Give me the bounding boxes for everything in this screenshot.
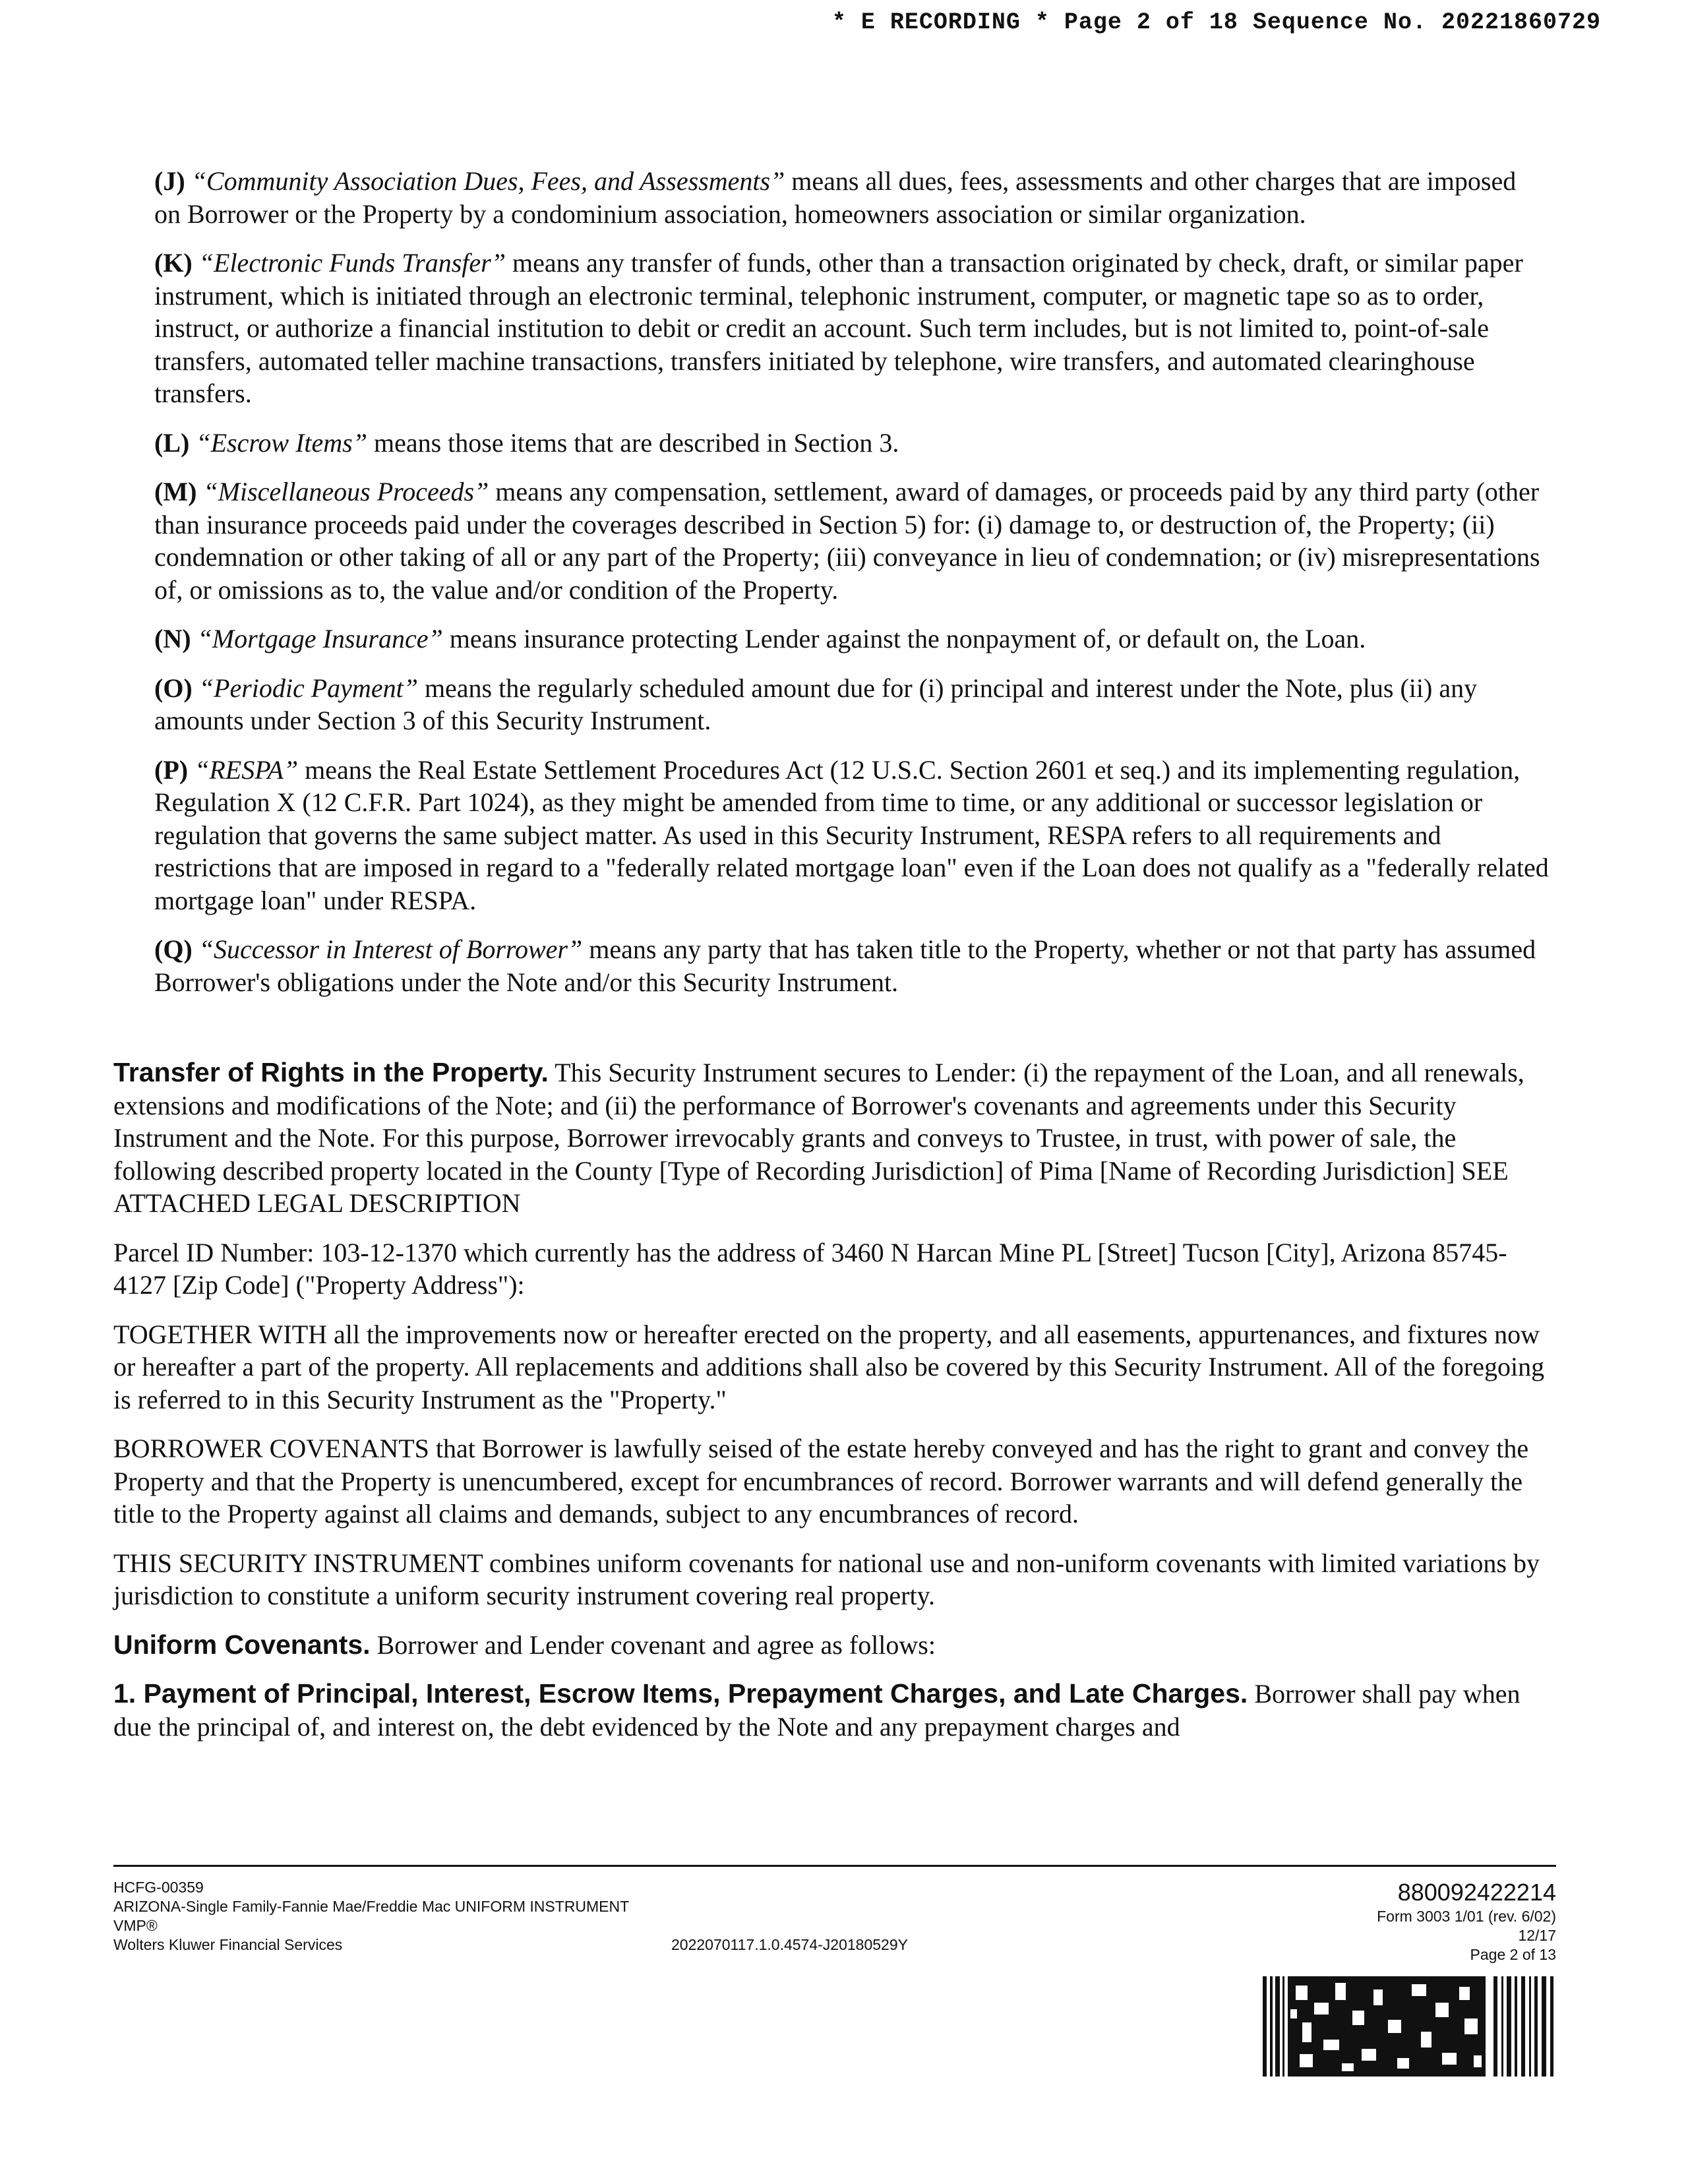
barcode-icon [1263, 1976, 1556, 2077]
security-instrument-paragraph: THIS SECURITY INSTRUMENT combines uniform covenants for national use and non-uniform covenants with limited variations by jurisdiction to constitute a uniform security instrument covering real property. [113, 1548, 1540, 1610]
definition-term: “Escrow Items” [196, 427, 367, 458]
definition-letter: (P) [154, 754, 189, 785]
definition-text: means any compensation, settlement, award of damages, or proceeds paid by any third party (other than insurance proceeds paid under the coverages described in Section 5) for: (i) damage to, or destruction of, the Property; (ii) condemnation or other taking of all or any part of the Property; (iii) conveyance in lieu of condemnation; or (iv) misrepresentations of, or omissions as to, the value and/or condition of the Property. [154, 477, 1540, 605]
definition-q [154, 933, 1549, 998]
form-id: HCFG-00359 [113, 1879, 204, 1896]
definition-term: “RESPA” [195, 754, 299, 785]
together-paragraph: TOGETHER WITH all the improvements now or hereafter erected on the property, and all easements, appurtenances, and fixtures now or hereafter a part of the property. All replacements and additions shall also be covered by this Security Instrument. All of the foregoing is referred to in this Security Instrument as the "Property." [113, 1319, 1545, 1414]
definition-term: “Electronic Funds Transfer” [198, 248, 506, 278]
payment-heading: 1. Payment of Principal, Interest, Escrow Items, Prepayment Charges, and Late Charges. [113, 1678, 1248, 1709]
doc-code: 2022070117.1.0.4574-J20180529Y [671, 1936, 908, 1953]
definition-j [154, 165, 1549, 230]
borrower-covenants-paragraph: BORROWER COVENANTS that Borrower is lawfully seised of the estate hereby conveyed and has the right to grant and convey the Property and that the Property is unencumbered, except for encumbrances of record. Borrower warrants and will defend generally the title to the Property against all claims and demands, subject to any encumbrances of record. [113, 1434, 1529, 1529]
definition-l [154, 427, 1549, 460]
main-body [113, 1056, 1549, 1759]
definition-text: means insurance protecting Lender against the nonpayment of, or default on, the Loan. [442, 624, 1366, 653]
definition-term: “Periodic Payment” [198, 673, 418, 703]
definition-m [154, 475, 1549, 606]
definition-text: means those items that are described in Section 3. [367, 427, 899, 458]
definition-o [154, 672, 1549, 737]
uniform-covenants-heading: Uniform Covenants. [113, 1629, 371, 1660]
vmp-mark: VMP® [113, 1917, 158, 1934]
page-number: Page 2 of 13 [1470, 1946, 1556, 1963]
transfer-text: This Security Instrument secures to Lender: (i) the repayment of the Loan, and all renewals, extensions and modifications of the Note; and (ii) the performance of Borrower's covenants and agreements under this Security Instrument and the Note. For this purpose, Borrower irrevocably grants and conveys to Trustee, in trust, with power of sale, the following described property located in the County [Type of Recording Jurisdiction] of Pima [Name of Recording Jurisdiction] SEE ATTACHED LEGAL DESCRIPTION [113, 1058, 1524, 1218]
definition-term: “Successor in Interest of Borrower” [198, 934, 583, 964]
uniform-covenants-paragraph [113, 1629, 1549, 1662]
footer-rule [113, 1865, 1556, 1867]
definition-letter: (O) [154, 673, 193, 703]
recording-header: * E RECORDING * Page 2 of 18 Sequence No. 20221860729 [831, 9, 1601, 36]
definitions-list [154, 165, 1549, 1015]
form-date: 12/17 [1518, 1927, 1556, 1944]
definition-letter: (K) [154, 248, 193, 278]
transfer-paragraph [113, 1056, 1549, 1220]
definition-letter: (Q) [154, 934, 193, 964]
payment-paragraph [113, 1678, 1549, 1743]
definition-letter: (L) [154, 427, 190, 458]
definition-letter: (N) [154, 624, 191, 653]
definition-text: means all dues, fees, assessments and other charges that are imposed on Borrower or the Property by a condominium association, homeowners association or similar organization. [154, 166, 1517, 229]
instrument-name: ARIZONA-Single Family-Fannie Mae/Freddie Mac UNIFORM INSTRUMENT [113, 1898, 630, 1915]
definition-term: “Mortgage Insurance” [197, 624, 443, 653]
uniform-covenants-text: Borrower and Lender covenant and agree as follows: [370, 1629, 936, 1660]
definition-k [154, 247, 1549, 410]
definition-p [154, 754, 1549, 917]
form-number: Form 3003 1/01 (rev. 6/02) [1377, 1908, 1556, 1925]
definition-term: “Miscellaneous Proceeds” [203, 477, 489, 506]
payment-text: Borrower shall pay when due the principal of, and interest on, the debt evidenced by the Note and any prepayment charges and [113, 1679, 1521, 1742]
definition-text: means any transfer of funds, other than a transaction originated by check, draft, or similar paper instrument, which is initiated through an electronic terminal, telephonic instrument, computer, or magnetic tape so as to order, instruct, or authorize a financial institution to debit or credit an account. Such term includes, but is not limited to, point-of-sale transfers, automated teller machine transactions, transfers initiated by telephone, wire transfers, and automated clearinghouse transfers. [154, 248, 1523, 408]
publisher-name: Wolters Kluwer Financial Services [113, 1936, 343, 1953]
definition-letter: (M) [154, 477, 197, 506]
definition-letter: (J) [154, 166, 185, 196]
definition-text: means any party that has taken title to the Property, whether or not that party has assumed Borrower's obligations under the Note and/or this Security Instrument. [154, 934, 1536, 997]
definition-text: means the regularly scheduled amount due for (i) principal and interest under the Note, plus (ii) any amounts under Section 3 of this Security Instrument. [154, 673, 1478, 735]
loan-number: 880092422214 [1397, 1879, 1556, 1906]
definition-n [154, 622, 1549, 655]
definition-term: “Community Association Dues, Fees, and Assessments” [191, 166, 785, 196]
footer-right [1377, 1878, 1556, 1964]
parcel-paragraph: Parcel ID Number: 103-12-1370 which currently has the address of 3460 N Harcan Mine PL [Street] Tucson [City], Arizona 85745-4127 [Zip Code] ("Property Address"): [113, 1237, 1507, 1300]
footer-left [113, 1878, 629, 1955]
transfer-heading: Transfer of Rights in the Property. [113, 1057, 549, 1087]
definition-text: means the Real Estate Settlement Procedures Act (12 U.S.C. Section 2601 et seq.) and its implementing regulation, Regulation X (12 C.F.R. Part 1024), as they might be amended from time to time, or any additional or successor legislation or regulation that governs the same subject matter. As used in this Security Instrument, RESPA refers to all requirements and restrictions that are imposed in regard to a "federally related mortgage loan" even if the Loan does not qualify as a "federally related mortgage loan" under RESPA. [154, 754, 1549, 915]
